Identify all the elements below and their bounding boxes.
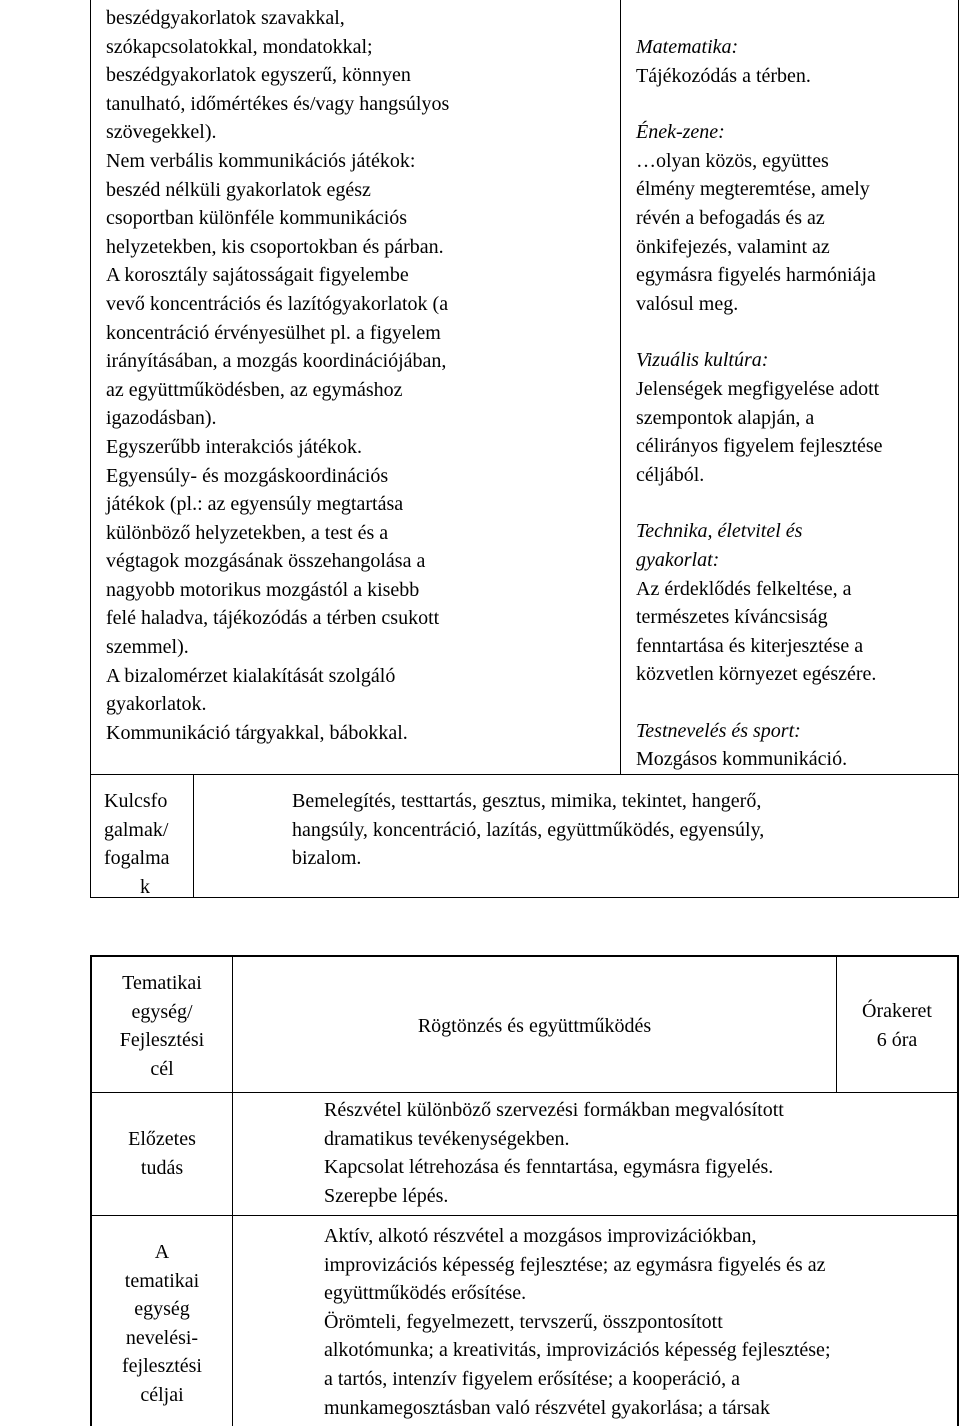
subject-heading: gyakorlat: [636,548,720,571]
connection-line: Mozgásos kommunikáció. [636,748,848,771]
goals-label-line: nevelési- [125,1326,199,1349]
goals-line: a tartós, intenzív figyelem erősítése; a kooperáció, a [324,1367,740,1390]
connection-line: valósul meg. [636,292,739,315]
goals-label [92,1238,232,1410]
keywords-label-line: Kulcsfo [104,790,168,812]
keywords-line: hangsúly, koncentráció, lazítás, együttműködés, egyensúly, [292,818,765,841]
activities-line: Nem verbális kommunikációs játékok: [106,149,416,172]
activities-line: szövegekkel). [106,121,217,144]
table-border [90,955,959,957]
activities-line: beszéd nélküli gyakorlatok egész [106,178,371,201]
unit-label-line: Tematikai [122,972,202,994]
activities-line: gyakorlatok. [106,693,207,716]
activities-line: Kommunikáció tárgyakkal, bábokkal. [106,721,408,744]
unit-label-line: cél [150,1057,174,1080]
prior-line: Szerepbe lépés. [324,1184,449,1207]
activities-cell [106,4,614,747]
unit-label [92,969,232,1083]
table-border [957,955,959,1426]
activities-line: Egyensúly- és mozgáskoordinációs [106,464,389,487]
keywords-line: bizalom. [292,847,362,870]
connection-line: Az érdeklődés felkeltése, a [636,577,852,600]
unit-title-text: Rögtönzés és együttműködés [417,1015,652,1037]
activities-line: koncentráció érvényesülhet pl. a figyelem [106,321,441,344]
activities-line: helyzetekben, kis csoportokban és párban. [106,235,444,258]
connection-line: egymásra figyelés harmóniája [636,264,876,287]
goals-line: együttműködés erősítése. [324,1282,527,1305]
table-border [90,0,91,898]
activities-line: játékok (pl.: az egyensúly megtartása [106,493,404,516]
goals-line: Örömteli, fegyelmezett, tervszerű, összpontosított [324,1310,723,1333]
activities-line: szókapcsolatokkal, mondatokkal; [106,35,373,58]
activities-line: irányításában, a mozgás koordinációjában, [106,350,447,373]
connection-line: közvetlen környezet egészére. [636,663,877,686]
table-border [90,1215,959,1216]
goals-label-line: fejlesztési [122,1355,202,1378]
subject-heading: Testnevelés és sport: [636,719,801,742]
table-border [90,1092,959,1093]
unit-label-line: Fejlesztési [119,1029,205,1052]
subject-heading: Vizuális kultúra: [636,349,769,372]
subject-heading: Matematika: [636,36,739,58]
hours-label: Órakeret [862,1000,932,1022]
connection-line: …olyan közös, együttes [636,149,829,172]
goals-line: alkotómunka; a kreativitás, improvizációs képesség fejlesztése; [324,1339,831,1362]
activities-line: szemmel). [106,636,189,659]
goals-label-line: céljai [140,1383,184,1406]
connection-line: élmény megteremtése, amely [636,178,870,201]
activities-line: tanulható, időmértékes és/vagy hangsúlyos [106,92,450,115]
activities-line: vevő koncentrációs és lazítógyakorlatok (a [106,292,449,315]
unit-label-line: egység/ [131,1000,193,1023]
goals-label-line: egység [134,1298,190,1321]
goals-content [324,1222,954,1422]
prior-knowledge-content [324,1096,952,1210]
connection-line: önkifejezés, valamint az [636,235,830,258]
connection-line: célirányos figyelem fejlesztése [636,435,883,458]
table-border [958,0,959,898]
unit-title [233,1012,836,1041]
table-border [620,0,621,774]
connections-cell [636,33,954,774]
table-border [90,774,959,775]
activities-line: beszédgyakorlatok szavakkal, [106,7,345,29]
subject-heading: Technika, életvitel és [636,520,803,543]
activities-line: csoportban különféle kommunikációs [106,207,408,230]
activities-line: igazodásban). [106,407,217,430]
connection-line: Tájékozódás a térben. [636,64,811,87]
keywords-label [104,787,190,901]
connection-line: szempontok alapján, a [636,406,815,429]
activities-line: különböző helyzetekben, a test és a [106,521,389,544]
keywords-label-line: fogalma [104,847,170,870]
goals-label-line: tematikai [124,1269,200,1292]
activities-line: Egyszerűbb interakciós játékok. [106,435,363,458]
activities-line: végtagok mozgásának összehangolása a [106,550,426,573]
keywords-content [292,787,952,873]
keywords-label-line: k [140,875,150,898]
goals-line: munkamegosztásban való részvétel gyakorlása; a társak [324,1396,770,1419]
hours-cell [837,997,957,1054]
connection-line: természetes kíváncsiság [636,606,828,629]
subject-heading: Ének-zene: [636,121,725,144]
connection-line: Jelenségek megfigyelése adott [636,377,880,400]
activities-line: felé haladva, tájékozódás a térben csukott [106,607,440,630]
prior-line: Kapcsolat létrehozása és fenntartása, egymásra figyelés. [324,1156,774,1179]
goals-line: improvizációs képesség fejlesztése; az egymásra figyelés és az [324,1253,826,1276]
prior-label-line: Előzetes [128,1128,196,1150]
connection-line: céljából. [636,463,705,486]
goals-line: Aktív, alkotó részvétel a mozgásos improvizációkban, [324,1225,757,1247]
activities-line: beszédgyakorlatok egyszerű, könnyen [106,64,411,87]
connection-line: révén a befogadás és az [636,206,825,229]
prior-line: Részvétel különböző szervezési formákban megvalósított [324,1099,784,1121]
hours-value: 6 óra [876,1028,918,1051]
table-border [193,774,194,898]
prior-line: dramatikus tevékenységekben. [324,1127,570,1150]
connection-line: fenntartása és kiterjesztése a [636,634,864,657]
keywords-line: Bemelegítés, testtartás, gesztus, mimika, tekintet, hangerő, [292,790,762,812]
prior-label-line: tudás [140,1156,184,1179]
activities-line: nagyobb motorikus mozgástól a kisebb [106,578,420,601]
goals-label-line: A [154,1241,170,1263]
table-border [90,897,959,898]
prior-knowledge-label [92,1125,232,1182]
keywords-label-line: galmak/ [104,818,169,841]
activities-line: az együttműködésben, az egymáshoz [106,378,403,401]
activities-line: A bizalomérzet kialakítását szolgáló [106,664,396,687]
activities-line: A korosztály sajátosságait figyelembe [106,264,409,287]
